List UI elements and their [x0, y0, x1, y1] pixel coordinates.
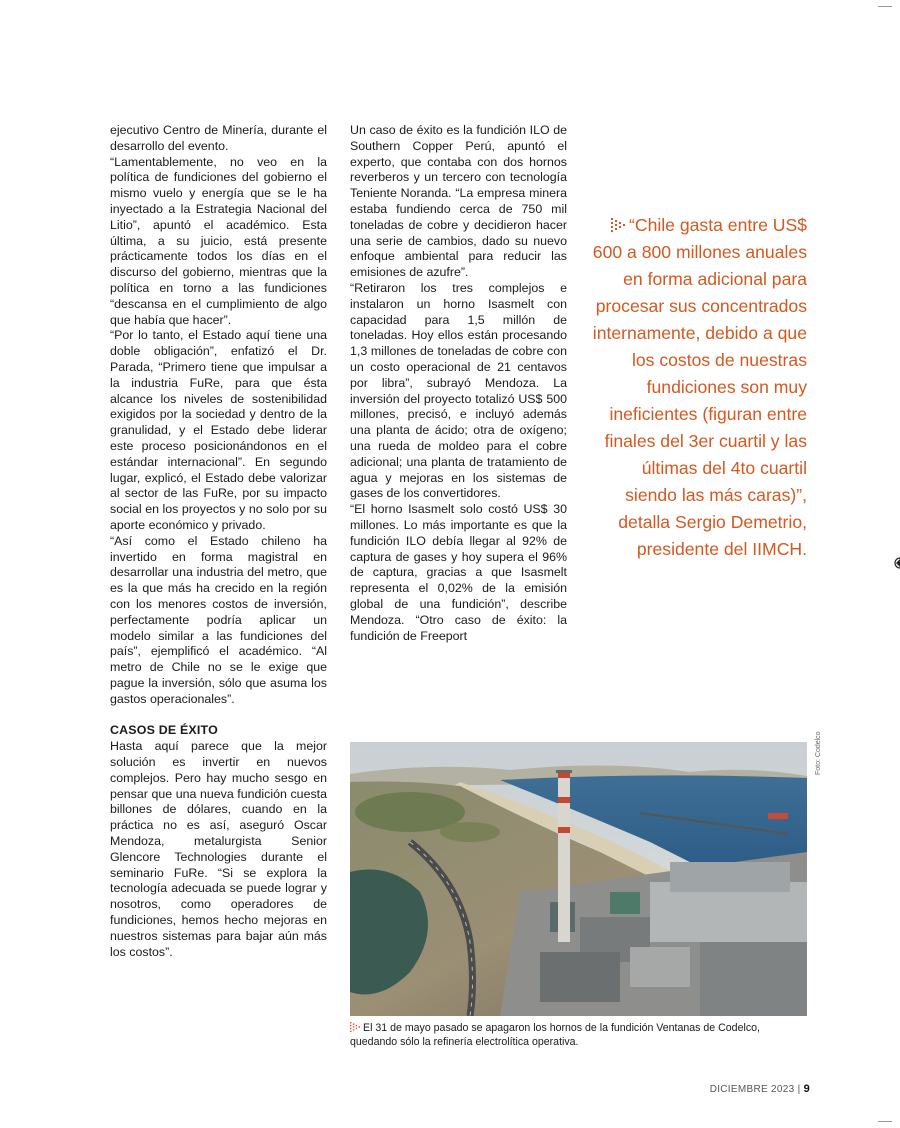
- page-number: 9: [803, 1083, 810, 1095]
- photo-caption: [350, 1021, 810, 1049]
- issue-date: DICIEMBRE 2023: [709, 1084, 795, 1095]
- article-column-2: [350, 123, 567, 644]
- paragraph: “Por lo tanto, el Estado aquí tiene una doble obligación”, enfatizó el Dr. Parada, “Primero tiene que impulsar a la industria FuRe, para que ésta alcance los niveles de sostenibilidad exigidos por la sociedad y dentro de la granulidad, y el Estado debe liderar este proceso posicionándonos en el estándar internacional”. En segundo lugar, explicó, el Estado debe valorizar al sector de las FuRe, por su impacto social en los proyectos y no solo por su aporte económico y privado.: [110, 328, 327, 532]
- quote-marker-icon: [611, 218, 625, 232]
- caption-text: El 31 de mayo pasado se apagaron los hornos de la fundición Ventanas de Codelco, quedando sólo la refinería electrolítica operativa.: [350, 1022, 760, 1048]
- footer-separator: |: [797, 1084, 801, 1095]
- crop-mark-top: [878, 6, 892, 7]
- paragraph: “Retiraron los tres complejos e instalaron un horno Isasmelt con capacidad para 1,5 millón de toneladas. Hoy ellos están procesando 1,3 millones de toneladas de cobre con un costo operacional de 21 centavos por libra”, subrayó Mendoza. La inversión del proyecto totalizó US$ 500 millones, precisó, e incluyó además una planta de ácido; otra de oxígeno; una rueda de moldeo para el cobre adicional; una planta de tratamiento de agua y mejoras en los sistemas de gases de los convertidores.: [350, 280, 567, 501]
- paragraph: Hasta aquí parece que la mejor solución es invertir en nuevos complejos. Pero hay mucho sesgo en pensar que una nueva fundición cuesta billones de dólares, cuando en la práctica no es así, aseguró Oscar Mendoza, metalurgista Senior Glencore Technologies durante el seminario FuRe. “Si se explora la tecnología adecuada se puede lograr y nosotros, como operadores de fundiciones, hemos hecho mejoras en nuestros sistemas para bajar aún más los costos”.: [110, 739, 327, 959]
- page-footer: [710, 1083, 810, 1095]
- paragraph: “Así como el Estado chileno ha invertido en forma magistral en desarrollar una industria del metro, que es la que más ha crecido en la región con los menores costos de inversión, perfectamente podría aplicar un modelo similar a las fundiciones del país”, ejemplificó el académico. “Al metro de Chile no se le exige que pague la inversión, sólo que asuma los gastos operacionales”.: [110, 533, 327, 706]
- aerial-photo-smelter: [350, 742, 807, 1016]
- caption-marker-icon: [350, 1022, 360, 1032]
- photo-credit: Foto: Codelco: [815, 731, 822, 775]
- paragraph: Un caso de éxito es la fundición ILO de Southern Copper Perú, apuntó el experto, que contaba con dos hornos reverberos y un tercero con tecnología Teniente Noranda. “La empresa minera estaba fundiendo cerca de 750 mil toneladas de cobre y decidieron hacer una serie de cambios, dado su nuevo enfoque ambiental para reducir las emisiones de azufre”.: [350, 123, 567, 280]
- registration-mark-icon: [892, 556, 900, 570]
- paragraph: “El horno Isasmelt solo costó US$ 30 millones. Lo más importante es que la fundición ILO debía llegar al 92% de captura de gases y hoy supera el 96% de captura, gracias a que Isasmelt representa el 0,02% de la emisión global de una fundición”, describe Mendoza. “Otro caso de éxito: la fundición de Freeport: [350, 502, 567, 643]
- article-column-1: [110, 123, 327, 960]
- pull-quote: [592, 212, 807, 563]
- pull-quote-text: “Chile gasta entre US$ 600 a 800 millones anuales en forma adicional para procesar sus concentrados internamente, debido a que los costos de nuestras fundiciones son muy ineficientes (figuran entre finales del 3er cuartil y las últimas del 4to cuartil siendo las más caras)”, detalla Sergio Demetrio, presidente del IIMCH.: [592, 215, 807, 559]
- paragraph: “Lamentablemente, no veo en la política de fundiciones del gobierno el mismo vuelo y energía que se le ha inyectado a la Estrategia Nacional del Litio”, apuntó el académico. Esta última, a su juicio, está presente prácticamente todos los días en el discurso del gobierno, mientras que la política en torno a las fundiciones “descansa en el cumplimiento de algo que había que hacer”.: [110, 154, 327, 327]
- section-heading: CASOS DE ÉXITO: [110, 723, 218, 738]
- paragraph: ejecutivo Centro de Minería, durante el desarrollo del evento.: [110, 123, 327, 153]
- crop-mark-bottom: [878, 1121, 892, 1122]
- photo-illustration: [350, 742, 807, 1016]
